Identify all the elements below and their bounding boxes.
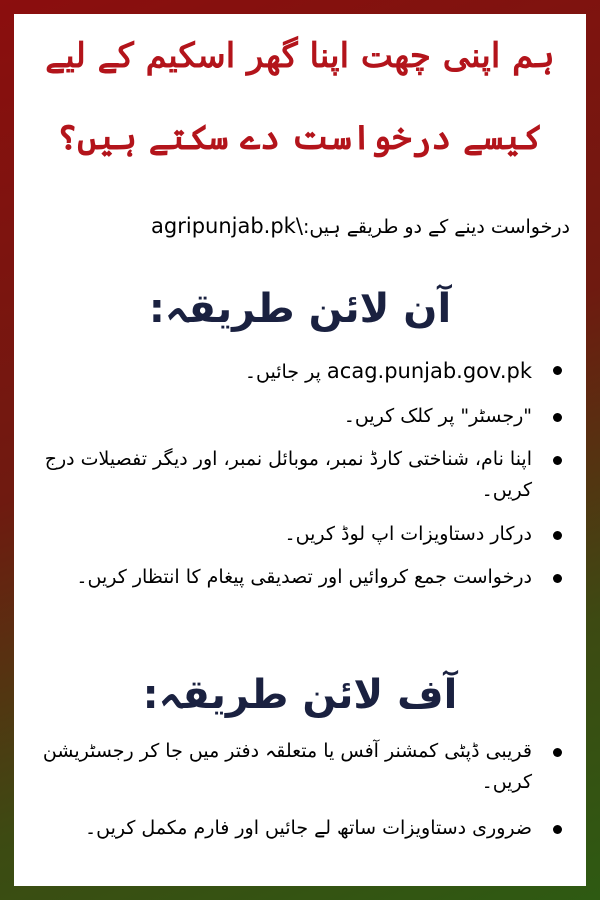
list-item: [40, 562, 566, 593]
list-item-text: ضروری دستاویزات ساتھ لے جائیں اور فارم مکمل کریں۔: [84, 816, 532, 839]
intro-line: [30, 214, 570, 238]
list-item: [40, 813, 566, 844]
portal-url: acag.punjab.gov.pk: [326, 359, 532, 383]
list-item: [40, 354, 566, 389]
online-method-heading: آن لائن طریقہ:: [148, 286, 452, 332]
list-item-text: درخواست جمع کروائیں اور تصدیقی پیغام کا انتظار کریں۔: [76, 566, 532, 589]
list-item: [40, 519, 566, 550]
offline-method-heading: آف لائن طریقہ:: [142, 672, 458, 718]
bullet-icon: [553, 748, 562, 757]
bullet-icon: [553, 456, 562, 465]
list-item-text: قریبی ڈپٹی کمشنر آفس یا متعلقہ دفتر میں جا کر رجسٹریشن کریں۔: [42, 740, 532, 794]
title-line-2: کیسے درخواست دے سکتے ہیں؟: [57, 118, 543, 158]
list-item: [40, 401, 566, 432]
list-item: [40, 444, 566, 507]
list-item-text: درکار دستاویزات اپ لوڈ کریں۔: [284, 522, 532, 545]
list-item-text: پر جائیں۔: [244, 361, 321, 383]
bullet-icon: [553, 366, 562, 375]
offline-steps-list: [40, 736, 566, 858]
bullet-icon: [553, 531, 562, 540]
intro-text: درخواست دینے کے دو طریقے ہیں:: [302, 216, 570, 238]
list-item-text: "رجسٹر" پر کلک کریں۔: [343, 404, 532, 427]
online-steps-list: [40, 354, 566, 605]
list-item-text: اپنا نام، شناختی کارڈ نمبر، موبائل نمبر، اور دیگر تفصیلات درج کریں۔: [44, 447, 532, 502]
bullet-icon: [553, 413, 562, 422]
bullet-icon: [553, 825, 562, 834]
intro-url: agripunjab.pk\: [151, 214, 303, 238]
list-item: [40, 736, 566, 799]
bullet-icon: [553, 574, 562, 583]
content-panel: [14, 14, 586, 886]
title-line-1: ہم اپنی چھت اپنا گھر اسکیم کے لیے: [45, 36, 555, 76]
